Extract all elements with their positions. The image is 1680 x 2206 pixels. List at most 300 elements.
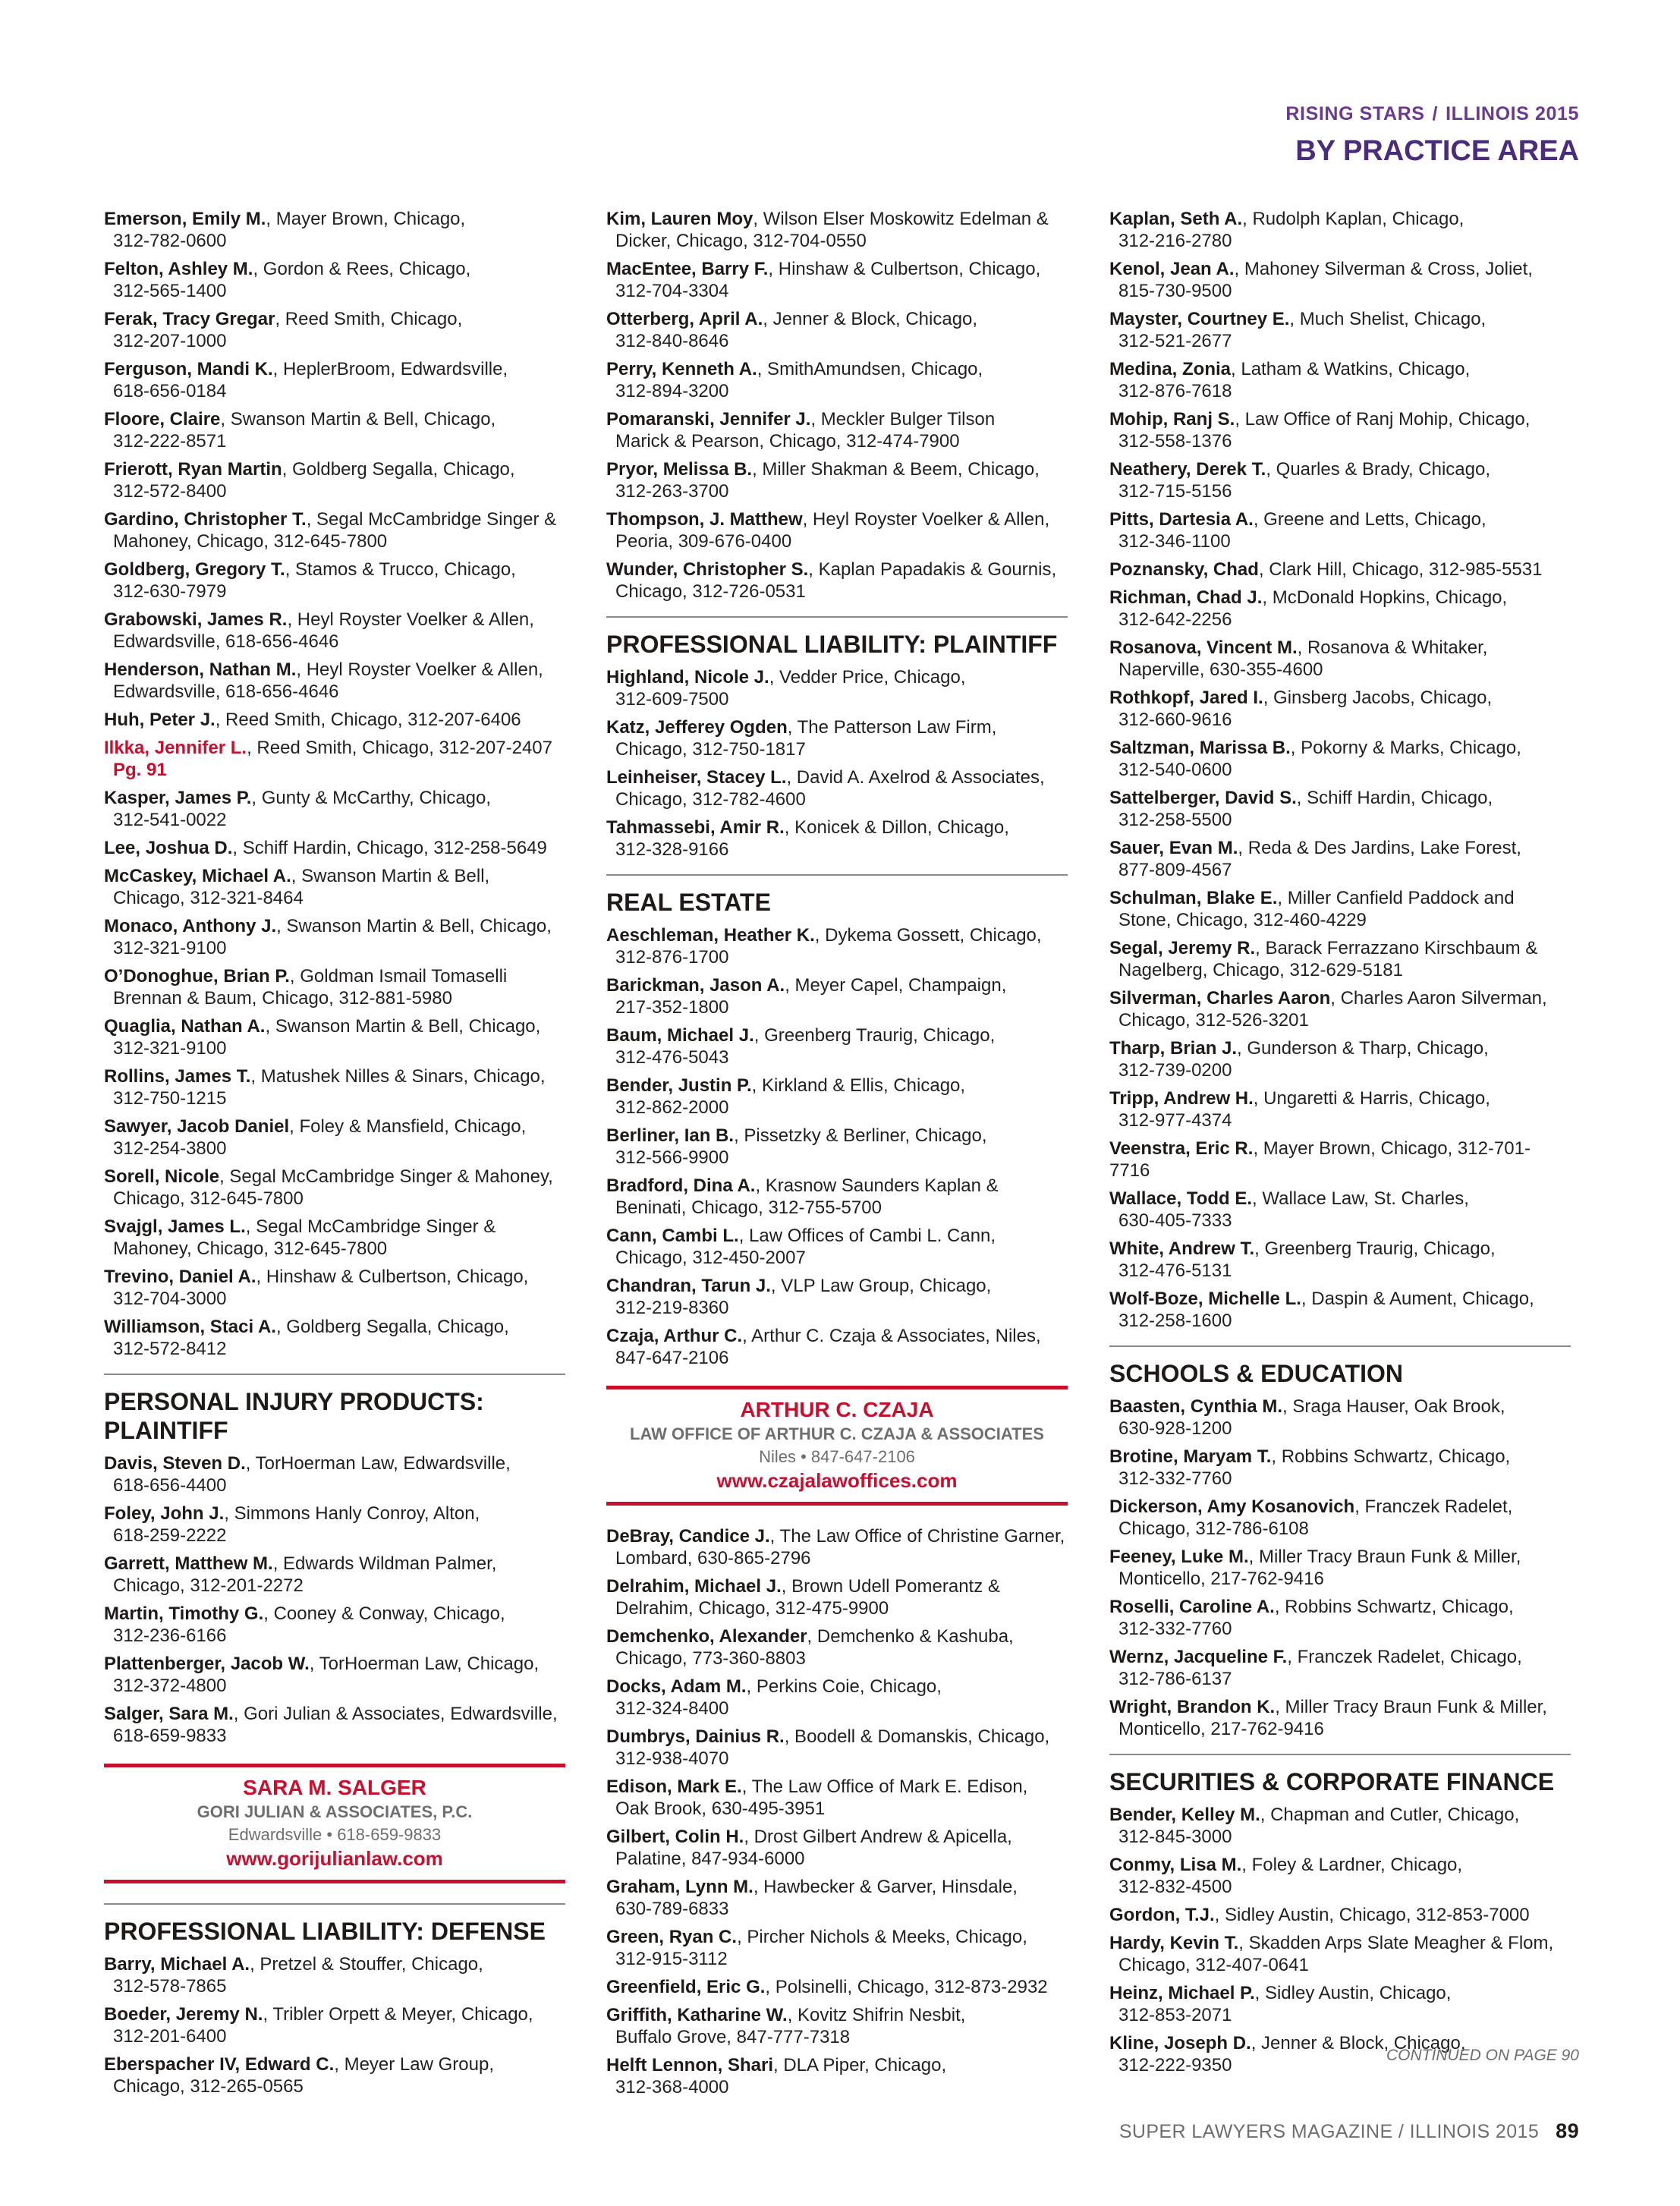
lawyer-contact: Chicago, 312-782-4600 (615, 789, 806, 810)
lawyer-entry (606, 666, 1068, 710)
lawyer-contact: 312-630-7979 (113, 581, 227, 602)
lawyer-contact: Oak Brook, 630-495-3951 (615, 1798, 826, 1819)
lawyer-name: Feeney, Luke M. (1109, 1547, 1249, 1567)
lawyer-firm: , Miller Tracy Braun Funk & Miller, (1248, 1547, 1521, 1567)
ad-location: Edwardsville • 618-659-9833 (228, 1825, 442, 1844)
lawyer-name: Griffith, Katharine W. (606, 2005, 788, 2025)
lawyer-entry (606, 1275, 1068, 1319)
lawyer-contact: 312-915-3112 (615, 1949, 728, 1969)
lawyer-contact: 312-977-4374 (1118, 1110, 1232, 1131)
attorney-ad (606, 1386, 1068, 1506)
lawyer-contact: 217-352-1800 (615, 997, 729, 1018)
entry-list (1109, 1804, 1571, 2076)
lawyer-entry (104, 208, 565, 252)
lawyer-name: Schulman, Blake E. (1109, 888, 1278, 908)
lawyer-firm: , Rosanova & Whitaker, (1297, 637, 1488, 658)
lawyer-contact: 312-321-9100 (113, 938, 227, 958)
lawyer-name: Salger, Sara M. (104, 1704, 234, 1724)
lawyer-name: Mayster, Courtney E. (1109, 309, 1290, 329)
lawyer-entry (606, 1125, 1068, 1169)
lawyer-entry (606, 258, 1068, 302)
lawyer-entry (1109, 937, 1571, 981)
lawyer-name: Gordon, T.J. (1109, 1905, 1215, 1925)
lawyer-entry (104, 1065, 565, 1109)
lawyer-contact: 312-578-7865 (113, 1976, 227, 1997)
lawyer-entry (104, 1703, 565, 1747)
lawyer-entry (1109, 837, 1571, 881)
lawyer-name: Berliner, Ian B. (606, 1125, 735, 1146)
lawyer-name: McCaskey, Michael A. (104, 866, 291, 886)
lawyer-entry (104, 458, 565, 502)
lawyer-contact: 312-332-7760 (1118, 1468, 1232, 1489)
lawyer-entry (104, 1653, 565, 1697)
lawyer-firm: , Miller Shakman & Beem, Chicago, (752, 459, 1040, 480)
lawyer-contact: 877-809-4567 (1118, 860, 1232, 880)
ad-attorney-name: ARTHUR C. CZAJA (740, 1398, 934, 1421)
lawyer-contact: 312-258-5500 (1118, 810, 1232, 830)
ad-website-link[interactable]: www.czajalawoffices.com (716, 1469, 958, 1492)
lawyer-name: Kaplan, Seth A. (1109, 209, 1243, 229)
page-footer (1119, 2119, 1579, 2143)
ad-location: Niles • 847-647-2106 (759, 1447, 915, 1466)
lawyer-firm: , David A. Axelrod & Associates, (786, 767, 1045, 788)
lawyer-entry (606, 1175, 1068, 1219)
lawyer-firm: , Goldberg Segalla, Chicago, (275, 1317, 509, 1337)
lawyer-firm: , Robbins Schwartz, Chicago, (1271, 1446, 1511, 1467)
lawyer-contact: 312-572-8400 (113, 481, 227, 502)
lawyer-entry (606, 1575, 1068, 1619)
lawyer-entry (1109, 1804, 1571, 1848)
lawyer-contact: 312-216-2780 (1118, 231, 1232, 251)
lawyer-name: Tahmassebi, Amir R. (606, 817, 785, 838)
lawyer-name: Barry, Michael A. (104, 1954, 250, 1975)
lawyer-contact: 312-222-9350 (1118, 2055, 1232, 2075)
lawyer-name: Medina, Zonia (1109, 359, 1232, 379)
lawyer-name: Veenstra, Eric R. (1109, 1138, 1254, 1159)
lawyer-entry (1109, 559, 1571, 581)
lawyer-entry (104, 609, 565, 653)
lawyer-entry (606, 1926, 1068, 1970)
lawyer-entry (104, 358, 565, 402)
lawyer-contact: 312-938-4070 (615, 1748, 729, 1769)
lawyer-firm: , Meyer Capel, Champaign, (785, 975, 1007, 996)
lawyer-firm: , Greene and Letts, Chicago, (1253, 509, 1487, 530)
lawyer-entry (1109, 508, 1571, 552)
lawyer-name: Roselli, Caroline A. (1109, 1597, 1275, 1617)
lawyer-firm: , Edwards Wildman Palmer, (272, 1553, 497, 1574)
lawyer-name: Quaglia, Nathan A. (104, 1016, 266, 1037)
lawyer-name: Goldberg, Gregory T. (104, 559, 285, 580)
lawyer-firm: , Sidley Austin, Chicago, (1254, 1983, 1452, 2003)
section-personal-injury-products-plaintiff (104, 1374, 565, 1445)
lawyer-firm: , Segal McCambridge Singer & Mahoney, (219, 1166, 553, 1187)
lawyer-entry (606, 2054, 1068, 2098)
lawyer-contact: 312-660-9616 (1118, 710, 1232, 730)
lawyer-entry (104, 787, 565, 831)
lawyer-contact: Naperville, 630-355-4600 (1118, 659, 1323, 680)
lawyer-firm: , Sidley Austin, Chicago, 312-853-7000 (1214, 1905, 1530, 1925)
lawyer-entry (606, 1325, 1068, 1369)
lawyer-firm: , Goldman Ismail Tomaselli (289, 966, 508, 987)
lawyer-entry (104, 1216, 565, 1260)
section-securities-corporate-finance (1109, 1754, 1571, 1796)
lawyer-contact: 312-236-6166 (113, 1625, 227, 1646)
lawyer-firm: , Reed Smith, Chicago, (275, 309, 463, 329)
lawyer-entry (1109, 737, 1571, 781)
lawyer-firm: , Cooney & Conway, Chicago, (263, 1603, 505, 1624)
lawyer-firm: , Pretzel & Stouffer, Chicago, (250, 1954, 483, 1975)
lawyer-entry (1109, 787, 1571, 831)
lawyer-entry (1109, 1854, 1571, 1898)
lawyer-contact: 312-853-2071 (1118, 2005, 1232, 2025)
lawyer-contact: Monticello, 217-762-9416 (1118, 1719, 1324, 1739)
lawyer-name: Thompson, J. Matthew (606, 509, 803, 530)
lawyer-entry (606, 1676, 1068, 1720)
column-2 (606, 208, 1068, 2104)
lawyer-entry (104, 408, 565, 452)
entry-list (104, 1452, 565, 1747)
lawyer-name: Barickman, Jason A. (606, 975, 785, 996)
lawyer-name: Sorell, Nicole (104, 1166, 220, 1187)
lawyer-contact: 312-565-1400 (113, 281, 227, 301)
lawyer-firm: , McDonald Hopkins, Chicago, (1262, 587, 1508, 608)
lawyer-firm: , Much Shelist, Chicago, (1289, 309, 1487, 329)
lawyer-entry (606, 1776, 1068, 1820)
lawyer-name: Plattenberger, Jacob W. (104, 1654, 310, 1674)
lawyer-firm: , Latham & Watkins, Chicago, (1231, 359, 1471, 379)
lawyer-contact: Chicago, 312-526-3201 (1118, 1010, 1309, 1031)
lawyer-firm: , Segal McCambridge Singer & (306, 509, 557, 530)
column-1 (104, 208, 565, 2104)
lawyer-entry (104, 559, 565, 603)
entry-list (1109, 1396, 1571, 1740)
lawyer-entry (1109, 308, 1571, 352)
lawyer-entry (606, 1876, 1068, 1920)
lawyer-contact: Chicago, 312-201-2272 (113, 1575, 304, 1596)
lawyer-contact: Stone, Chicago, 312-460-4229 (1118, 910, 1367, 930)
header-series: RISING STARS / ILLINOIS 2015 (1285, 103, 1579, 124)
lawyer-firm: , Daspin & Aument, Chicago, (1301, 1289, 1534, 1309)
lawyer-contact: 312-876-1700 (615, 947, 729, 968)
lawyer-name: Rollins, James T. (104, 1066, 251, 1087)
lawyer-name: Brotine, Maryam T. (1109, 1446, 1272, 1467)
lawyer-entry (606, 1225, 1068, 1269)
lawyer-name: Kasper, James P. (104, 788, 252, 808)
lawyer-firm: , Franczek Radelet, (1354, 1496, 1513, 1517)
lawyer-entry (606, 1525, 1068, 1569)
lawyer-contact: 312-258-1600 (1118, 1311, 1232, 1331)
lawyer-entry (606, 1625, 1068, 1669)
lawyer-contact: Mahoney, Chicago, 312-645-7800 (113, 1238, 388, 1259)
lawyer-entry (104, 1603, 565, 1647)
lawyer-firm: , Chapman and Cutler, Chicago, (1260, 1805, 1520, 1825)
lawyer-name: Docks, Adam M. (606, 1676, 747, 1697)
lawyer-firm: , Swanson Martin & Bell, Chicago, (265, 1016, 541, 1037)
lawyer-entry (104, 1116, 565, 1160)
lawyer-contact: Chicago, 773-360-8803 (615, 1648, 806, 1669)
lawyer-entry (104, 915, 565, 959)
lawyer-entry (1109, 687, 1571, 731)
lawyer-name: Emerson, Emily M. (104, 209, 266, 229)
lawyer-entry (1109, 1087, 1571, 1131)
lawyer-entry (606, 1024, 1068, 1068)
lawyer-firm: , Foley & Mansfield, Chicago, (289, 1116, 527, 1137)
lawyer-firm: , Foley & Lardner, Chicago, (1241, 1855, 1463, 1875)
lawyer-entry (1109, 1238, 1571, 1282)
lawyer-entry (104, 965, 565, 1009)
lawyer-name: Baum, Michael J. (606, 1025, 754, 1046)
lawyer-contact: Edwardsville, 618-656-4646 (113, 681, 339, 702)
lawyer-entry (1109, 1696, 1571, 1740)
lawyer-name: Sattelberger, David S. (1109, 788, 1297, 808)
lawyer-firm: , Pissetzky & Berliner, Chicago, (734, 1125, 987, 1146)
lawyer-entry (606, 1726, 1068, 1770)
lawyer-entry (1109, 458, 1571, 502)
lawyer-contact: 312-894-3200 (615, 381, 729, 401)
lawyer-contact: 618-656-0184 (113, 381, 227, 401)
lawyer-entry (104, 258, 565, 302)
lawyer-entry (1109, 1982, 1571, 2026)
lawyer-firm: , Schiff Hardin, Chicago, (1296, 788, 1493, 808)
lawyer-name: Floore, Claire (104, 409, 221, 430)
lawyer-firm: , Heyl Royster Voelker & Allen, (296, 659, 543, 680)
page-title: BY PRACTICE AREA (1295, 135, 1579, 167)
lawyer-firm: , Charles Aaron Silverman, (1330, 988, 1547, 1009)
lawyer-contact: 618-656-4400 (113, 1475, 227, 1496)
lawyer-name: Tharp, Brian J. (1109, 1038, 1238, 1059)
lawyer-entry (1109, 1932, 1571, 1976)
lawyer-name: Heinz, Michael P. (1109, 1983, 1255, 2003)
lawyer-entry (606, 716, 1068, 760)
lawyer-name: Bender, Justin P. (606, 1075, 752, 1096)
lawyer-name: Saltzman, Marissa B. (1109, 738, 1291, 758)
lawyer-contact: Palatine, 847-934-6000 (615, 1849, 805, 1869)
lawyer-firm: , SmithAmundsen, Chicago, (757, 359, 983, 379)
lawyer-name: Huh, Peter J. (104, 710, 216, 730)
lawyer-firm: , HeplerBroom, Edwardsville, (272, 359, 508, 379)
lawyer-contact: 312-321-9100 (113, 1038, 227, 1059)
lawyer-firm: , Reed Smith, Chicago, 312-207-6406 (215, 710, 521, 730)
lawyer-contact: 618-259-2222 (113, 1525, 227, 1546)
lawyer-entry (606, 408, 1068, 452)
lawyer-entry (1109, 1546, 1571, 1590)
lawyer-entry (1109, 1446, 1571, 1490)
lawyer-name: Dumbrys, Dainius R. (606, 1726, 785, 1747)
page-reference-link[interactable]: Pg. 91 (113, 760, 167, 780)
lawyer-contact: 847-647-2106 (615, 1348, 729, 1368)
lawyer-contact: 312-786-6137 (1118, 1669, 1232, 1689)
lawyer-entry (104, 1452, 565, 1496)
lawyer-contact: 312-739-0200 (1118, 1060, 1232, 1081)
lawyer-name: Hardy, Kevin T. (1109, 1933, 1239, 1953)
lawyer-firm: , Greenberg Traurig, Chicago, (753, 1025, 996, 1046)
lawyer-name: Svajgl, James L. (104, 1216, 246, 1237)
lawyer-contact: 312-368-4000 (615, 2077, 729, 2097)
ad-website-link[interactable]: www.gorijulianlaw.com (226, 1847, 443, 1870)
lawyer-firm: , Drost Gilbert Andrew & Apicella, (744, 1827, 1012, 1847)
lawyer-contact: 312-541-0022 (113, 810, 227, 830)
lawyer-entry (104, 308, 565, 352)
lawyer-contact: Edwardsville, 618-656-4646 (113, 631, 339, 652)
lawyer-firm: , Vedder Price, Chicago, (769, 667, 966, 688)
lawyer-entry (606, 458, 1068, 502)
lawyer-contact: 312-332-7760 (1118, 1619, 1232, 1639)
lawyer-name: Wolf-Boze, Michelle L. (1109, 1289, 1301, 1309)
lawyer-contact: 815-730-9500 (1118, 281, 1232, 301)
lawyer-firm: , Mayer Brown, Chicago, (266, 209, 466, 229)
lawyer-entry (1109, 358, 1571, 402)
lawyer-contact: Chicago, 312-450-2007 (615, 1248, 806, 1268)
lawyer-firm: , Polsinelli, Chicago, 312-873-2932 (765, 1977, 1048, 1997)
lawyer-name: Lee, Joshua D. (104, 838, 233, 858)
lawyer-name: Green, Ryan C. (606, 1927, 738, 1947)
lawyer-name: Felton, Ashley M. (104, 259, 253, 279)
lawyer-firm: , Clark Hill, Chicago, 312-985-5531 (1258, 559, 1543, 580)
lawyer-firm: , Arthur C. Czaja & Associates, Niles, (742, 1326, 1041, 1346)
lawyer-firm: , Brown Udell Pomerantz & (781, 1576, 1000, 1597)
lawyer-contact: Brennan & Baum, Chicago, 312-881-5980 (113, 988, 452, 1009)
lawyer-name: Bradford, Dina A. (606, 1175, 756, 1196)
lawyer-name: Wright, Brandon K. (1109, 1697, 1276, 1717)
lawyer-firm: , Mahoney Silverman & Cross, Joliet, (1234, 259, 1533, 279)
lawyer-firm: , Demchenko & Kashuba, (807, 1626, 1014, 1647)
lawyer-name: O’Donoghue, Brian P. (104, 966, 290, 987)
lawyer-name: Otterberg, April A. (606, 309, 763, 329)
lawyer-name: Foley, John J. (104, 1503, 225, 1524)
lawyer-firm: , DLA Piper, Chicago, (773, 2055, 947, 2075)
lawyer-firm: , Mayer Brown, Chicago, 312-701-7716 (1109, 1138, 1531, 1181)
section-schools-education (1109, 1345, 1571, 1388)
lawyer-firm: , Jenner & Block, Chicago, (763, 309, 978, 329)
lawyer-contact: 312-704-3304 (615, 281, 729, 301)
lawyer-entry (1109, 1037, 1571, 1081)
lawyer-entry (1109, 258, 1571, 302)
lawyer-contact: 312-324-8400 (615, 1698, 729, 1719)
lawyer-name: Silverman, Charles Aaron (1109, 988, 1331, 1009)
section-professional-liability-defense (104, 1903, 565, 1946)
section-title: SCHOOLS & EDUCATION (1109, 1360, 1403, 1387)
lawyer-contact: Mahoney, Chicago, 312-645-7800 (113, 531, 388, 552)
lawyer-entry (104, 1166, 565, 1210)
lawyer-contact: 312-219-8360 (615, 1298, 729, 1318)
lawyer-firm: , Pokorny & Marks, Chicago, (1290, 738, 1521, 758)
lawyer-name: Baasten, Cynthia M. (1109, 1396, 1283, 1417)
lawyer-entry (104, 659, 565, 703)
entry-list (606, 208, 1068, 603)
lawyer-firm: , Stamos & Trucco, Chicago, (285, 559, 516, 580)
lawyer-contact: Buffalo Grove, 847-777-7318 (615, 2027, 851, 2047)
lawyer-firm: , Boodell & Domanskis, Chicago, (784, 1726, 1050, 1747)
lawyer-contact: 312-750-1215 (113, 1088, 227, 1109)
lawyer-firm: , Perkins Coie, Chicago, (746, 1676, 942, 1697)
lawyer-contact: 312-832-4500 (1118, 1877, 1232, 1897)
lawyer-name: Rothkopf, Jared I. (1109, 688, 1263, 708)
lawyer-firm: , Miller Tracy Braun Funk & Miller, (1275, 1697, 1547, 1717)
lawyer-contact: 312-328-9166 (615, 839, 729, 860)
lawyer-entry (606, 2004, 1068, 2048)
lawyer-contact: Monticello, 217-762-9416 (1118, 1569, 1324, 1589)
lawyer-entry (1109, 1188, 1571, 1232)
lawyer-entry (606, 1976, 1068, 1998)
lawyer-name: Aeschleman, Heather K. (606, 925, 815, 946)
lawyer-entry (606, 924, 1068, 968)
lawyer-firm: , Miller Canfield Paddock and (1277, 888, 1515, 908)
footer-magazine: SUPER LAWYERS MAGAZINE / ILLINOIS 2015 (1118, 2121, 1540, 2142)
lawyer-entry (606, 559, 1068, 603)
lawyer-entry (606, 974, 1068, 1018)
lawyer-name: Martin, Timothy G. (104, 1603, 264, 1624)
lawyer-contact: 618-659-9833 (113, 1726, 227, 1746)
lawyer-firm: , Gunderson & Tharp, Chicago, (1237, 1038, 1489, 1059)
lawyer-firm: , Law Offices of Cambi L. Cann, (738, 1226, 996, 1246)
lawyer-firm: , Jenner & Block, Chicago, (1251, 2033, 1466, 2053)
lawyer-name: Richman, Chad J. (1109, 587, 1263, 608)
lawyer-firm: , Hinshaw & Culbertson, Chicago, (768, 259, 1041, 279)
lawyer-contact: Chicago, 312-786-6108 (1118, 1518, 1309, 1539)
lawyer-contact: 312-566-9900 (615, 1147, 729, 1168)
lawyer-firm: , Meyer Law Group, (334, 2054, 494, 2075)
lawyer-name: Kim, Lauren Moy (606, 209, 753, 229)
lawyer-firm: , Gori Julian & Associates, Edwardsville, (233, 1704, 558, 1724)
lawyer-name: Helft Lennon, Shari (606, 2055, 774, 2075)
lawyer-entry (104, 2053, 565, 2097)
lawyer-firm: , Hawbecker & Garver, Hinsdale, (753, 1877, 1018, 1897)
lawyer-firm: , VLP Law Group, Chicago, (770, 1276, 992, 1296)
lawyer-name: Segal, Jeremy R. (1109, 938, 1256, 958)
lawyer-name: Rosanova, Vincent M. (1109, 637, 1298, 658)
lawyer-contact: 312-782-0600 (113, 231, 227, 251)
ad-firm-name: LAW OFFICE OF ARTHUR C. CZAJA & ASSOCIATES (630, 1424, 1044, 1443)
lawyer-name: Eberspacher IV, Edward C. (104, 2054, 335, 2075)
lawyer-firm: , The Patterson Law Firm, (787, 717, 997, 738)
lawyer-name: Mohip, Ranj S. (1109, 409, 1235, 430)
lawyer-firm: , Dykema Gossett, Chicago, (814, 925, 1042, 946)
lawyer-entry (104, 865, 565, 909)
lawyer-contact: Beninati, Chicago, 312-755-5700 (615, 1197, 882, 1218)
lawyer-contact: Delrahim, Chicago, 312-475-9900 (615, 1598, 889, 1619)
lawyer-name: Monaco, Anthony J. (104, 916, 277, 936)
lawyer-firm: , Law Office of Ranj Mohip, Chicago, (1235, 409, 1531, 430)
lawyer-firm: , Matushek Nilles & Sinars, Chicago, (250, 1066, 546, 1087)
lawyer-contact: Chicago, 312-750-1817 (615, 739, 806, 760)
lawyer-name: Ferguson, Mandi K. (104, 359, 273, 379)
lawyer-firm: , Schiff Hardin, Chicago, 312-258-5649 (232, 838, 547, 858)
lawyer-entry (606, 766, 1068, 810)
lawyer-firm: , Tribler Orpett & Meyer, Chicago, (263, 2004, 533, 2025)
lawyer-name: Edison, Mark E. (606, 1776, 742, 1797)
lawyer-name: Kline, Joseph D. (1109, 2033, 1251, 2053)
state-label: ILLINOIS 2015 (1446, 103, 1579, 124)
lawyer-name: Wallace, Todd E. (1109, 1188, 1253, 1209)
lawyer-entry (1109, 587, 1571, 631)
lawyer-name: Wernz, Jacqueline F. (1109, 1647, 1288, 1667)
lawyer-contact: 312-715-5156 (1118, 481, 1232, 502)
lawyer-firm: , Kirkland & Ellis, Chicago, (751, 1075, 966, 1096)
lawyer-entry (104, 1503, 565, 1547)
column-3 (1109, 208, 1571, 2082)
lawyer-name: Pryor, Melissa B. (606, 459, 753, 480)
lawyer-entry (1109, 1288, 1571, 1332)
lawyer-firm: , Heyl Royster Voelker & Allen, (802, 509, 1050, 530)
lawyer-name: Ilkka, Jennifer L. (104, 738, 247, 758)
lawyer-contact: 312-642-2256 (1118, 609, 1232, 630)
lawyer-firm: , Reed Smith, Chicago, 312-207-2407 (247, 738, 552, 758)
lawyer-entry (104, 709, 565, 731)
lawyer-contact: Peoria, 309-676-0400 (615, 531, 792, 552)
lawyer-contact: 312-540-0600 (1118, 760, 1232, 780)
lawyer-name: Pitts, Dartesia A. (1109, 509, 1254, 530)
lawyer-entry (606, 208, 1068, 252)
